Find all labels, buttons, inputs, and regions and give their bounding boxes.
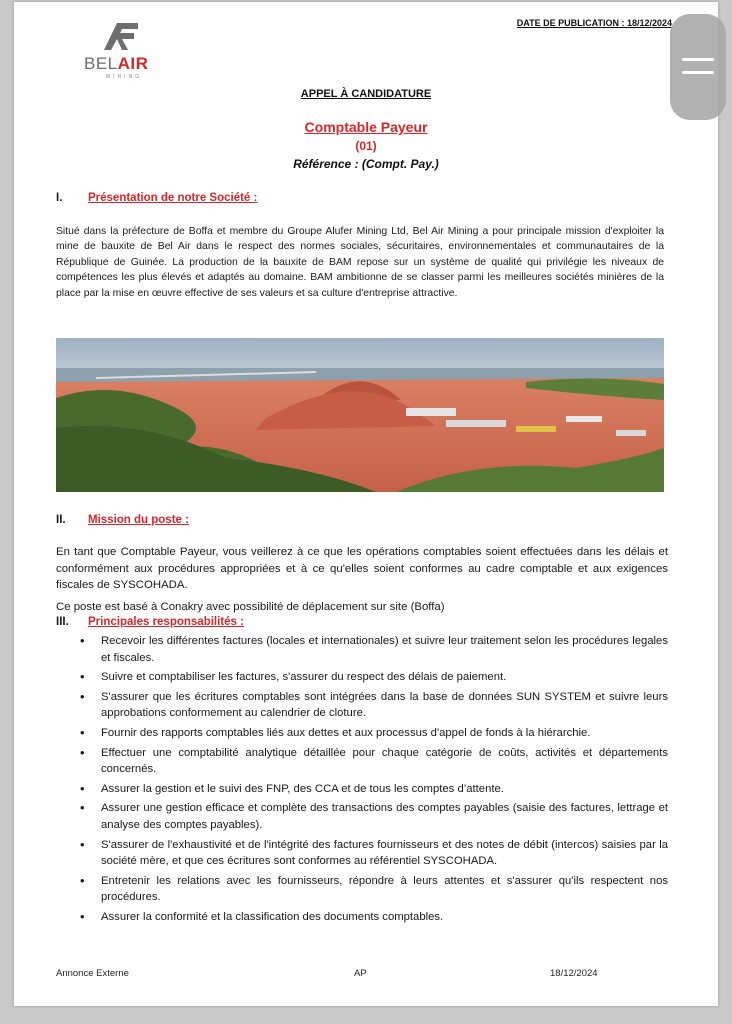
footer-right: 18/12/2024 bbox=[550, 968, 598, 979]
section-3-number: III. bbox=[56, 616, 69, 628]
scroll-handle-grip-icon bbox=[682, 58, 714, 61]
company-presentation-text: Situé dans la préfecture de Boffa et membre du Groupe Alufer Mining Ltd, Bel Air Mining a pour principale mission d'exploiter la mine de bauxite de Bel Air dans le respect des normes sociales, sécuritaires, environnementales et communautaires de la République de Guinée. La production de la bauxite de BAM repose sur un système de qualité qui privilégie les niveaux de compétences les plus élevés et adaptés au domaine. BAM ambitionne de se classer parmi les meilleures sociétés minières de la place par la mise en œuvre effective de ses valeurs et sa culture d'entreprise attractive. bbox=[56, 226, 664, 299]
section-1-number: I. bbox=[56, 192, 63, 204]
publication-date: DATE DE PUBLICATION : 18/12/2024 bbox=[516, 18, 672, 28]
list-item: • Assurer la conformité et la classification des documents comptables. bbox=[56, 909, 668, 926]
list-item: • Recevoir les différentes factures (locales et internationales) et suivre leur traitement selon les procédures legales et fiscales. bbox=[56, 633, 668, 666]
call-for-applications-heading: APPEL À CANDIDATURE bbox=[300, 88, 432, 100]
list-item: • S'assurer de l'exhaustivité et de l'intégrité des factures fournisseurs et des notes de débit (intercos) saisies par la société mère, et que ces écritures sont conformes au référentiel SYSCOHADA. bbox=[56, 837, 668, 870]
section-1-title: Présentation de notre Société : bbox=[88, 192, 258, 204]
belair-logo-mark-icon bbox=[100, 20, 142, 52]
job-location-text: Ce poste est basé à Conakry avec possibilité de déplacement sur site (Boffa) bbox=[56, 601, 445, 613]
list-item: • Assurer une gestion efficace et complète des transactions des comptes payables (saisie des factures, lettrage et analyse des comptes payables). bbox=[56, 800, 668, 833]
section-2-title: Mission du poste : bbox=[88, 514, 189, 526]
scroll-handle[interactable] bbox=[670, 14, 726, 120]
responsibilities-list bbox=[56, 633, 668, 929]
list-item: • Fournir des rapports comptables liés aux dettes et aux processus d'appel de fonds à la hiérarchie. bbox=[56, 725, 668, 742]
footer-left: Annonce Externe bbox=[56, 968, 129, 979]
logo-subtitle: MINING bbox=[106, 74, 143, 80]
job-reference: Référence : (Compt. Pay.) bbox=[293, 157, 439, 171]
footer-center: AP bbox=[354, 968, 367, 979]
section-1-heading bbox=[56, 192, 257, 204]
scroll-handle-grip-icon bbox=[682, 71, 714, 74]
list-item: • S'assurer que les écritures comptables sont intégrées dans la base de données SUN SYSTEM et suivre leurs approbations conformement au calendrier de cloture. bbox=[56, 689, 668, 722]
section-2-number: II. bbox=[56, 514, 66, 526]
belair-logo bbox=[84, 20, 164, 84]
logo-brand: BELAIR bbox=[84, 54, 149, 73]
mine-site-photo bbox=[56, 338, 664, 492]
job-count: (01) bbox=[355, 139, 377, 153]
list-item: • Assurer la gestion et le suivi des FNP, des CCA et de tous les comptes d’attente. bbox=[56, 781, 668, 798]
document-page bbox=[14, 2, 718, 1006]
section-3-title: Principales responsabilités : bbox=[88, 616, 244, 628]
job-title: Comptable Payeur bbox=[304, 119, 428, 135]
section-2-heading bbox=[56, 514, 189, 526]
list-item: • Entretenir les relations avec les fournisseurs, répondre à leurs attentes et s'assurer qu'ils respectent nos procédures. bbox=[56, 873, 668, 906]
list-item: • Effectuer une comptabilité analytique détaillée pour chaque catégorie de coûts, activités et départements concernés. bbox=[56, 745, 668, 778]
section-3-heading bbox=[56, 616, 244, 628]
list-item: • Suivre et comptabiliser les factures, s'assurer du respect des délais de paiement. bbox=[56, 669, 668, 686]
mission-text: En tant que Comptable Payeur, vous veillerez à ce que les opérations comptables soient effectuées dans les délais et conformément aux procédures appropriées et à ce qu'elles soient conformes au cadre comptable et aux exigences fiscales de SYSCOHADA. bbox=[56, 546, 668, 591]
